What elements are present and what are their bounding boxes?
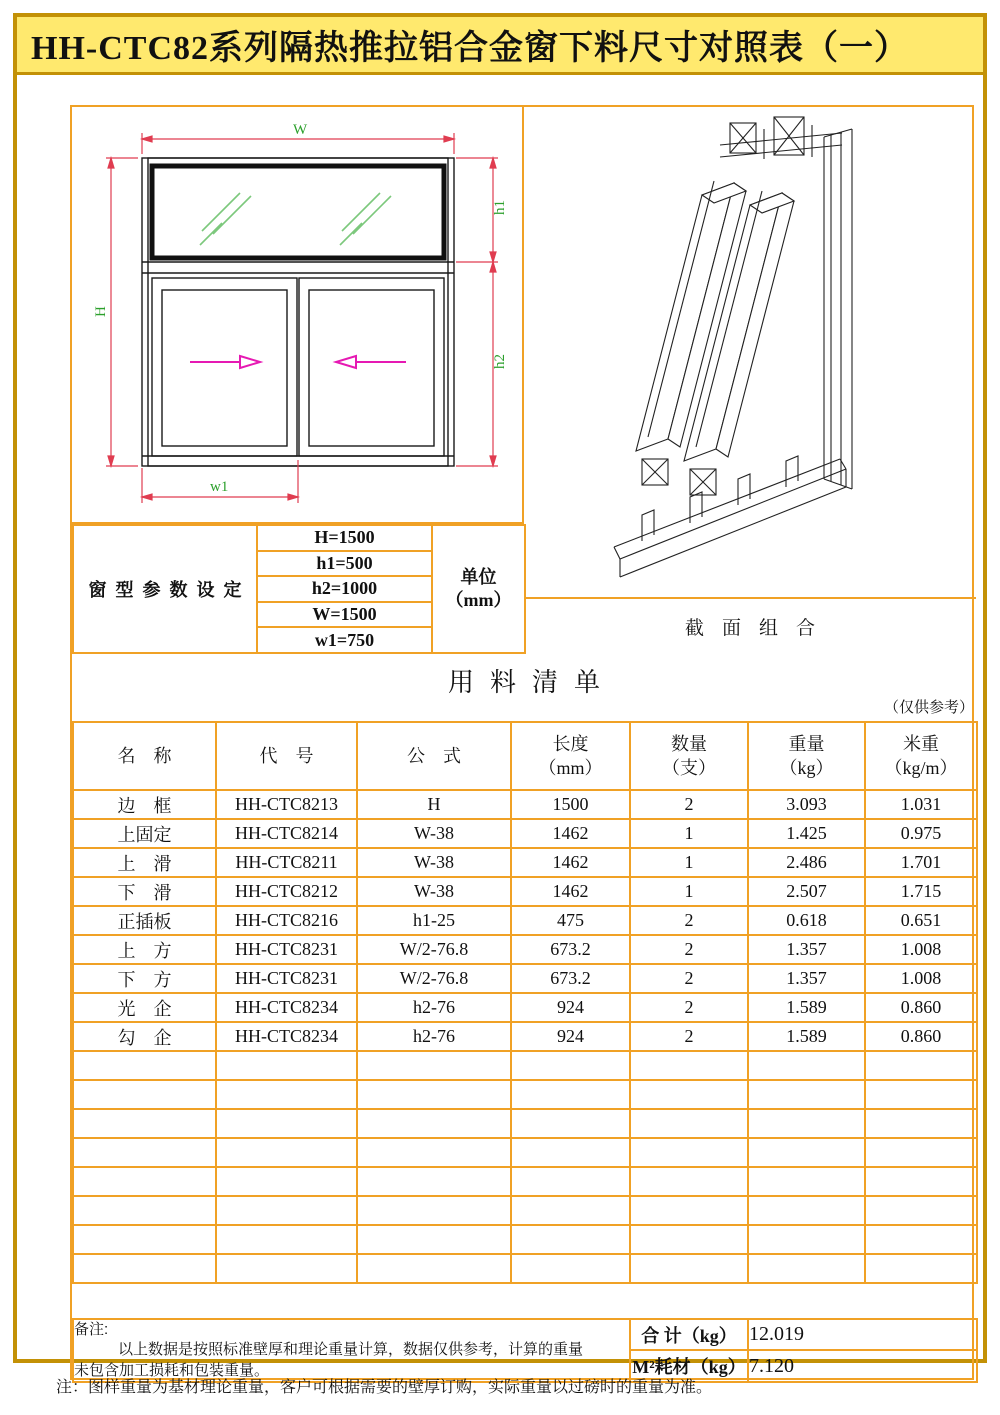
material-cell-r4-c5: 0.618 xyxy=(748,906,865,935)
unit-line2: （mm） xyxy=(445,590,512,610)
empty-cell-r5-c1 xyxy=(216,1196,357,1225)
material-cell-r7-c0: 光 企 xyxy=(73,993,216,1022)
empty-cell-r4-c5 xyxy=(748,1167,865,1196)
material-cell-r3-c2: W-38 xyxy=(357,877,511,906)
param-value-h: H=1500 xyxy=(257,525,432,551)
empty-cell-r4-c3 xyxy=(511,1167,630,1196)
reference-note: （仅供参考） xyxy=(883,700,974,716)
material-cell-r2-c3: 1462 xyxy=(511,848,630,877)
param-value-w1: w1=750 xyxy=(257,627,432,653)
empty-cell-r6-c2 xyxy=(357,1225,511,1254)
material-cell-r1-c2: W-38 xyxy=(357,819,511,848)
material-cell-r0-c4: 2 xyxy=(630,790,748,819)
empty-cell-r2-c4 xyxy=(630,1109,748,1138)
material-cell-r8-c6: 0.860 xyxy=(865,1022,977,1051)
fixed-glass-sash xyxy=(152,166,444,258)
param-value-h1: h1=500 xyxy=(257,551,432,577)
material-cell-r3-c1: HH-CTC8212 xyxy=(216,877,357,906)
material-cell-r8-c1: HH-CTC8234 xyxy=(216,1022,357,1051)
material-cell-r4-c1: HH-CTC8216 xyxy=(216,906,357,935)
per-sqm-label: M²耗材（kg） xyxy=(630,1350,748,1381)
material-row-0 xyxy=(73,790,977,819)
dim-label-h: H xyxy=(93,306,109,317)
empty-cell-r5-c2 xyxy=(357,1196,511,1225)
empty-cell-r3-c2 xyxy=(357,1138,511,1167)
remark-line2: 未包含加工损耗和包装重量。 xyxy=(74,1361,270,1379)
cross-section-3d-drawing xyxy=(524,107,976,597)
empty-cell-r3-c5 xyxy=(748,1138,865,1167)
material-cell-r1-c1: HH-CTC8214 xyxy=(216,819,357,848)
material-cell-r7-c4: 2 xyxy=(630,993,748,1022)
material-cell-r8-c3: 924 xyxy=(511,1022,630,1051)
material-cell-r3-c4: 1 xyxy=(630,877,748,906)
material-cell-r4-c4: 2 xyxy=(630,906,748,935)
material-cell-r6-c4: 2 xyxy=(630,964,748,993)
material-cell-r7-c3: 924 xyxy=(511,993,630,1022)
empty-cell-r1-c2 xyxy=(357,1080,511,1109)
material-cell-r4-c0: 正插板 xyxy=(73,906,216,935)
empty-cell-r6-c6 xyxy=(865,1225,977,1254)
materials-table xyxy=(72,721,978,1284)
dim-label-w1: w1 xyxy=(210,479,229,495)
material-cell-r5-c4: 2 xyxy=(630,935,748,964)
material-cell-r0-c2: H xyxy=(357,790,511,819)
empty-cell-r7-c4 xyxy=(630,1254,748,1283)
material-row-7 xyxy=(73,993,977,1022)
material-cell-r1-c5: 1.425 xyxy=(748,819,865,848)
empty-cell-r4-c2 xyxy=(357,1167,511,1196)
section-label: 截面组合 xyxy=(684,618,833,639)
material-row-8 xyxy=(73,1022,977,1051)
material-cell-r1-c0: 上固定 xyxy=(73,819,216,848)
material-cell-r5-c5: 1.357 xyxy=(748,935,865,964)
empty-cell-r1-c6 xyxy=(865,1080,977,1109)
empty-cell-r6-c3 xyxy=(511,1225,630,1254)
empty-cell-r0-c6 xyxy=(865,1051,977,1080)
material-cell-r6-c5: 1.357 xyxy=(748,964,865,993)
param-table-label: 窗型参数设定 xyxy=(73,525,257,653)
empty-cell-r2-c3 xyxy=(511,1109,630,1138)
material-cell-r7-c6: 0.860 xyxy=(865,993,977,1022)
material-cell-r1-c6: 0.975 xyxy=(865,819,977,848)
material-row-6 xyxy=(73,964,977,993)
empty-row-3 xyxy=(73,1138,977,1167)
material-cell-r4-c3: 475 xyxy=(511,906,630,935)
material-cell-r0-c6: 1.031 xyxy=(865,790,977,819)
param-value-h2: h2=1000 xyxy=(257,576,432,602)
material-cell-r7-c1: HH-CTC8234 xyxy=(216,993,357,1022)
cross-section-cell xyxy=(524,107,976,599)
param-table xyxy=(72,524,526,654)
materials-title: 用料清单 xyxy=(447,668,616,697)
empty-cell-r4-c1 xyxy=(216,1167,357,1196)
empty-cell-r4-c0 xyxy=(73,1167,216,1196)
material-cell-r5-c0: 上 方 xyxy=(73,935,216,964)
material-cell-r2-c0: 上 滑 xyxy=(73,848,216,877)
empty-cell-r2-c2 xyxy=(357,1109,511,1138)
material-cell-r6-c6: 1.008 xyxy=(865,964,977,993)
empty-cell-r7-c6 xyxy=(865,1254,977,1283)
material-cell-r6-c3: 673.2 xyxy=(511,964,630,993)
material-cell-r2-c6: 1.701 xyxy=(865,848,977,877)
materials-header xyxy=(73,722,977,790)
param-row xyxy=(73,525,525,551)
empty-cell-r0-c4 xyxy=(630,1051,748,1080)
empty-cell-r1-c3 xyxy=(511,1080,630,1109)
empty-cell-r5-c3 xyxy=(511,1196,630,1225)
material-cell-r5-c2: W/2-76.8 xyxy=(357,935,511,964)
unit-line1: 单位 xyxy=(460,566,497,587)
materials-body xyxy=(73,790,977,1051)
material-cell-r3-c3: 1462 xyxy=(511,877,630,906)
title-band xyxy=(17,17,983,75)
header-meter-weight: 米重 （kg/m） xyxy=(865,722,977,790)
unit-cell xyxy=(432,525,525,653)
header-formula: 公 式 xyxy=(357,722,511,790)
header-name: 名 称 xyxy=(73,722,216,790)
materials-section xyxy=(72,654,976,1380)
empty-cell-r7-c5 xyxy=(748,1254,865,1283)
empty-cell-r2-c0 xyxy=(73,1109,216,1138)
empty-cell-r5-c4 xyxy=(630,1196,748,1225)
window-elevation-diagram xyxy=(72,107,524,522)
material-cell-r3-c6: 1.715 xyxy=(865,877,977,906)
empty-cell-r6-c4 xyxy=(630,1225,748,1254)
material-cell-r8-c2: h2-76 xyxy=(357,1022,511,1051)
empty-cell-r1-c4 xyxy=(630,1080,748,1109)
empty-cell-r2-c1 xyxy=(216,1109,357,1138)
material-row-1 xyxy=(73,819,977,848)
empty-row-6 xyxy=(73,1225,977,1254)
empty-cell-r1-c5 xyxy=(748,1080,865,1109)
material-cell-r1-c4: 1 xyxy=(630,819,748,848)
empty-row-2 xyxy=(73,1109,977,1138)
empty-cell-r5-c5 xyxy=(748,1196,865,1225)
material-cell-r5-c3: 673.2 xyxy=(511,935,630,964)
empty-cell-r3-c4 xyxy=(630,1138,748,1167)
material-row-2 xyxy=(73,848,977,877)
material-row-3 xyxy=(73,877,977,906)
content-frame xyxy=(70,105,974,1380)
material-cell-r1-c3: 1462 xyxy=(511,819,630,848)
material-cell-r7-c2: h2-76 xyxy=(357,993,511,1022)
material-cell-r7-c5: 1.589 xyxy=(748,993,865,1022)
material-cell-r2-c5: 2.486 xyxy=(748,848,865,877)
empty-cell-r0-c3 xyxy=(511,1051,630,1080)
material-cell-r4-c2: h1-25 xyxy=(357,906,511,935)
empty-cell-r0-c5 xyxy=(748,1051,865,1080)
empty-cell-r2-c5 xyxy=(748,1109,865,1138)
empty-cell-r3-c3 xyxy=(511,1138,630,1167)
header-code: 代 号 xyxy=(216,722,357,790)
empty-cell-r6-c1 xyxy=(216,1225,357,1254)
empty-cell-r4-c6 xyxy=(865,1167,977,1196)
page-title: HH-CTC82系列隔热推拉铝合金窗下料尺寸对照表（一） xyxy=(31,30,909,67)
per-sqm-value: 7.120 xyxy=(748,1350,977,1381)
dim-label-h2: h2 xyxy=(492,354,508,369)
window-elevation-cell xyxy=(72,107,524,524)
total-label: 合 计（kg） xyxy=(630,1319,748,1350)
material-cell-r0-c3: 1500 xyxy=(511,790,630,819)
material-cell-r0-c0: 边 框 xyxy=(73,790,216,819)
slide-arrows xyxy=(190,356,406,368)
material-cell-r2-c1: HH-CTC8211 xyxy=(216,848,357,877)
empty-cell-r3-c6 xyxy=(865,1138,977,1167)
header-weight: 重量 （kg） xyxy=(748,722,865,790)
material-cell-r5-c6: 1.008 xyxy=(865,935,977,964)
material-cell-r4-c6: 0.651 xyxy=(865,906,977,935)
remark-line1: 以上数据是按照标准壁厚和理论重量计算，数据仅供参考，计算的重量 xyxy=(118,1341,584,1359)
material-cell-r0-c5: 3.093 xyxy=(748,790,865,819)
outer-frame xyxy=(13,13,987,1379)
material-cell-r8-c4: 2 xyxy=(630,1022,748,1051)
empty-cell-r0-c0 xyxy=(73,1051,216,1080)
material-cell-r2-c2: W-38 xyxy=(357,848,511,877)
material-cell-r3-c0: 下 滑 xyxy=(73,877,216,906)
empty-cell-r5-c0 xyxy=(73,1196,216,1225)
empty-cell-r6-c5 xyxy=(748,1225,865,1254)
material-cell-r6-c1: HH-CTC8231 xyxy=(216,964,357,993)
empty-row-0 xyxy=(73,1051,977,1080)
material-cell-r8-c5: 1.589 xyxy=(748,1022,865,1051)
empty-cell-r4-c4 xyxy=(630,1167,748,1196)
empty-cell-r1-c1 xyxy=(216,1080,357,1109)
materials-empty-body xyxy=(73,1051,977,1283)
material-row-4 xyxy=(73,906,977,935)
material-row-5 xyxy=(73,935,977,964)
header-length: 长度 （mm） xyxy=(511,722,630,790)
empty-cell-r7-c1 xyxy=(216,1254,357,1283)
material-cell-r6-c0: 下 方 xyxy=(73,964,216,993)
empty-cell-r3-c1 xyxy=(216,1138,357,1167)
material-cell-r6-c2: W/2-76.8 xyxy=(357,964,511,993)
empty-cell-r7-c3 xyxy=(511,1254,630,1283)
empty-cell-r0-c1 xyxy=(216,1051,357,1080)
empty-cell-r7-c2 xyxy=(357,1254,511,1283)
empty-cell-r7-c0 xyxy=(73,1254,216,1283)
dim-label-w: W xyxy=(293,122,308,138)
total-value: 12.019 xyxy=(748,1319,977,1350)
empty-row-7 xyxy=(73,1254,977,1283)
footnote: 注：图样重量为基材理论重量，客户可根据需要的壁厚订购，实际重量以过磅时的重量为准。 xyxy=(56,1379,713,1396)
remark-cell xyxy=(73,1319,630,1382)
empty-cell-r6-c0 xyxy=(73,1225,216,1254)
empty-cell-r3-c0 xyxy=(73,1138,216,1167)
material-cell-r2-c4: 1 xyxy=(630,848,748,877)
empty-row-4 xyxy=(73,1167,977,1196)
empty-cell-r0-c2 xyxy=(357,1051,511,1080)
material-cell-r8-c0: 勾 企 xyxy=(73,1022,216,1051)
material-cell-r3-c5: 2.507 xyxy=(748,877,865,906)
summary-row-total xyxy=(73,1319,977,1350)
material-cell-r5-c1: HH-CTC8231 xyxy=(216,935,357,964)
empty-cell-r2-c6 xyxy=(865,1109,977,1138)
material-cell-r0-c1: HH-CTC8213 xyxy=(216,790,357,819)
param-value-w: W=1500 xyxy=(257,602,432,628)
materials-header-row xyxy=(73,722,977,790)
empty-cell-r1-c0 xyxy=(73,1080,216,1109)
empty-row-5 xyxy=(73,1196,977,1225)
empty-row-1 xyxy=(73,1080,977,1109)
dim-label-h1: h1 xyxy=(492,200,508,215)
remark-label: 备注: xyxy=(74,1321,109,1338)
header-qty: 数量 （支） xyxy=(630,722,748,790)
empty-cell-r5-c6 xyxy=(865,1196,977,1225)
